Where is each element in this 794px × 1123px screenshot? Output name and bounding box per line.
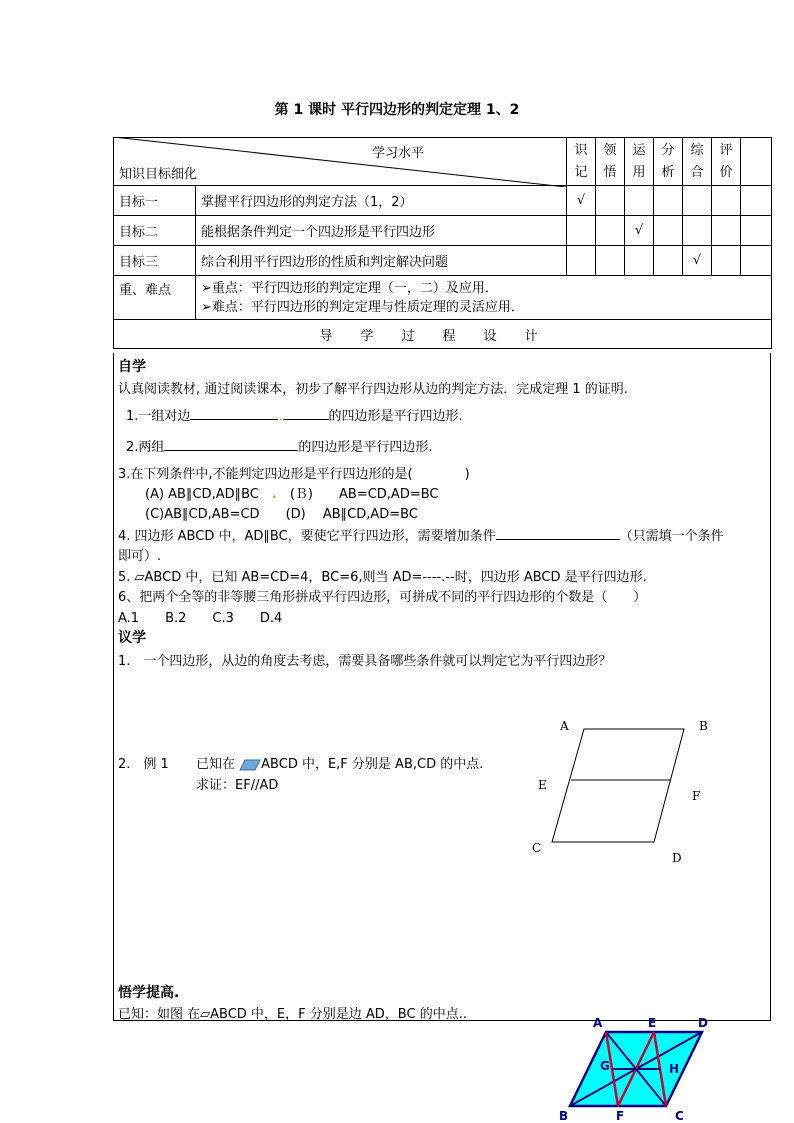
goal-desc: 能根据条件判定一个四边形是平行四边形 — [196, 216, 567, 246]
header-level: 学习水平 — [372, 146, 425, 161]
blank-1b[interactable] — [283, 419, 329, 420]
blank-4[interactable] — [496, 539, 620, 540]
table-row — [114, 246, 772, 276]
level-empty — [741, 138, 772, 186]
goal-name: 目标一 — [114, 186, 196, 216]
goal-desc: 综合利用平行四边形的性质和判定解决问题 — [196, 246, 567, 276]
discussion-heading: 议学 — [118, 630, 146, 646]
figure-2 — [560, 1026, 710, 1112]
improve-text: 已知：如图 在▱ABCD 中，E，F 分别是边 AD，BC 的中点.. — [118, 1007, 467, 1022]
self-study-intro: 认真阅读教材, 通过阅读课本，初步了解平行四边形从边的判定方法．完成定理 1 的证明. — [118, 382, 628, 397]
improve-heading: 悟学提高. — [118, 985, 180, 1001]
question-3-cd: (C)AB∥CD,AB=CD (D) AB∥CD,AD=BC — [145, 507, 418, 522]
check-mark: √ — [567, 186, 596, 216]
header-knowledge: 知识目标细化 — [119, 167, 198, 182]
key-points — [196, 276, 772, 320]
label-a: A — [560, 719, 569, 733]
fig2-label-g: G — [600, 1059, 610, 1073]
label-f: F — [692, 789, 701, 803]
question-4: 4. 四边形 ABCD 中，AD∥BC，要使它平行四边形，需要增加条件 （只需填一个条件 — [118, 529, 724, 544]
key-label: 重、难点 — [114, 276, 196, 320]
level-synthesize: 综 合 — [683, 138, 712, 186]
fig2-label-h: H — [669, 1062, 680, 1076]
discussion-question-1: 1. 一个四边形，从边的角度去考虑，需要具备哪些条件就可以判定它为平行四边形？ — [118, 654, 612, 669]
self-study-heading: 自学 — [118, 359, 146, 375]
question-4-cont: 即可）. — [118, 549, 162, 564]
fig2-label-d: D — [698, 1016, 708, 1030]
table-row — [114, 216, 772, 246]
goal-name: 目标三 — [114, 246, 196, 276]
fig2-label-a: A — [593, 1016, 603, 1030]
level-evaluate: 评 价 — [712, 138, 741, 186]
fig2-label-c: C — [675, 1109, 684, 1123]
level-memorize: 识 记 — [567, 138, 596, 186]
check-mark: √ — [683, 246, 712, 276]
fig2-label-f: F — [616, 1109, 625, 1123]
question-1: 1.一组对边 . 的四边形是平行四边形. — [126, 409, 463, 424]
header-cell — [114, 138, 567, 186]
goal-desc: 掌握平行四边形的判定方法（1，2） — [196, 186, 567, 216]
parallelogram-figure — [548, 725, 688, 845]
example-prove: 求证：EF//AD — [196, 778, 279, 793]
label-b: B — [699, 719, 708, 733]
question-6-options: A.1 B.2 C.3 D.4 — [118, 611, 283, 626]
guide-heading: 导学过程设计 — [114, 320, 772, 349]
parallelogram-icon — [239, 759, 261, 771]
question-6: 6、把两个全等的非等腰三角形拼成平行四边形，可拼成不同的平行四边形的个数是（ ） — [118, 590, 647, 605]
label-d: D — [672, 851, 682, 865]
question-3-ab: (A) AB∥CD,AD∥BC . (Ｂ) AB=CD,AD=BC — [145, 487, 439, 502]
level-comprehend: 领 悟 — [596, 138, 625, 186]
key-point-main: ➢重点：平行四边形的判定定理（一，二）及应用． — [201, 280, 498, 296]
question-2: 2.两组 的四边形是平行四边形. — [126, 440, 433, 455]
level-analyze: 分 析 — [654, 138, 683, 186]
page-title: 第 1 课时 平行四边形的判定定理 1、2 — [274, 102, 520, 118]
parallelogram-abcd — [552, 729, 684, 842]
fig2-label-b: B — [559, 1109, 569, 1123]
example-number: 2. 例 1 — [118, 757, 169, 772]
blank-1a[interactable] — [190, 419, 278, 420]
blank-2[interactable] — [164, 450, 298, 451]
label-c: C — [532, 841, 542, 855]
check-mark: √ — [625, 216, 654, 246]
question-5: 5. ▱ABCD 中，已知 AB=CD=4，BC=6,则当 AD=----.--时，四边形 ABCD 是平行四边形. — [118, 570, 647, 585]
question-3: 3.在下列条件中,不能判定四边形是平行四边形的是( ) — [118, 467, 470, 482]
key-point-difficult: ➢难点：平行四边形的判定定理与性质定理的灵活应用． — [201, 299, 524, 315]
objectives-table — [113, 137, 772, 349]
goal-name: 目标二 — [114, 216, 196, 246]
level-apply: 运 用 — [625, 138, 654, 186]
label-e: E — [538, 778, 547, 792]
example-statement: 已知在 ABCD 中，E,F 分别是 AB,CD 的中点. — [196, 757, 484, 772]
table-row — [114, 186, 772, 216]
fig2-label-e: E — [648, 1016, 657, 1030]
